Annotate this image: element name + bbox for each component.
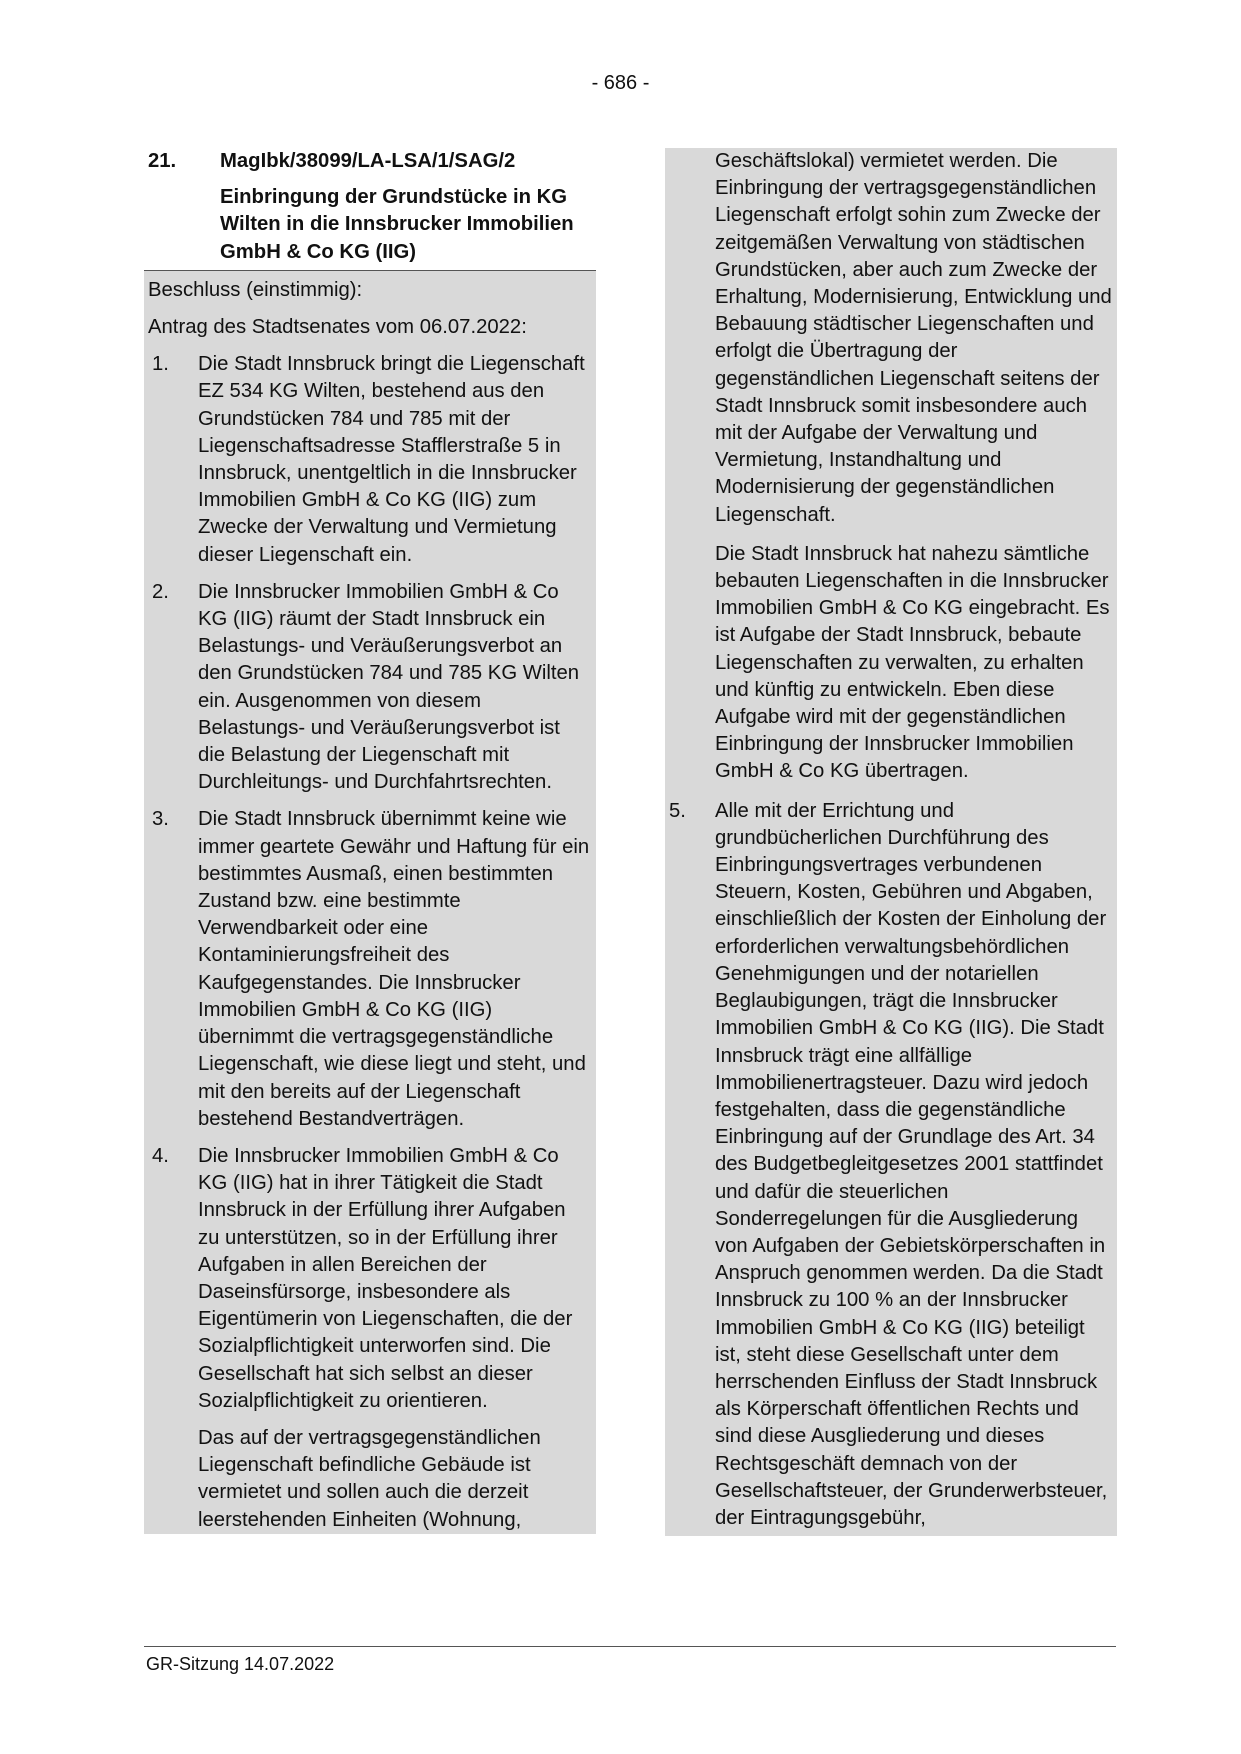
list-item (148, 1143, 592, 1415)
footer-text: GR-Sitzung 14.07.2022 (146, 1654, 335, 1674)
list-item (148, 579, 592, 797)
item-text: Die Innsbrucker Immobilien GmbH & Co KG (IIG) räumt der Stadt Innsbruck ein Belastungs- und Veräußerungsverbot an den Grundstücken 784 und 785 KG Wilten ein. Ausgenommen von diesem Belastungs- und Veräußerungsverbot ist die Belastung der Liegenschaft mit Durchleitungs- und Durchfahrtsrechten. (198, 580, 580, 794)
item-number: 1. (152, 353, 169, 376)
left-column (144, 148, 596, 1544)
item-text: Die Innsbrucker Immobilien GmbH & Co KG (IIG) hat in ihrer Tätigkeit die Stadt Innsbruck in der Erfüllung ihrer Aufgaben zu unterstützen, so in der Erfüllung ihrer Aufgaben in allen Bereichen der Daseinsfürsorge, insbesondere als Eigentümerin von Liegenschaften, die der Sozialpflichtigkeit unterworfen sind. Die Gesellschaft hat sich selbst an dieser Sozialpflichtigkeit zu orientieren. (198, 1144, 573, 1412)
right-column (665, 148, 1117, 1536)
footer-divider (144, 1646, 1116, 1647)
continuation-block (665, 148, 1117, 1536)
item-number: 3. (152, 808, 169, 831)
item-text: Die Stadt Innsbruck übernimmt keine wie immer geartete Gewähr und Haftung für ein bestimmtes Ausmaß, einen bestimmten Zustand bzw. eine bestimmte Verwendbarkeit oder eine Kontaminierungsfreiheit des Kaufgegenstandes. Die Innsbrucker Immobilien GmbH & Co KG (IIG) übernimmt die vertragsgegenständliche Liegenschaft, wie diese liegt und steht, und mit den bereits auf der Liegenschaft bestehend Bestandverträgen. (198, 808, 590, 1130)
resolution-label: Beschluss (einstimmig): (148, 278, 363, 301)
list-item (148, 351, 592, 569)
page-number: - 686 - (591, 72, 650, 94)
agenda-number: 21. (148, 150, 177, 172)
list-item (148, 806, 592, 1132)
paragraph: Die Stadt Innsbruck hat nahezu sämtliche bebauten Liegenschaften in die Innsbrucker Immobilien GmbH & Co KG eingebracht. Es ist Aufgabe der Stadt Innsbruck, bebaute Liegenschaften zu verwalten, zu erhalten und künftig zu entwickeln. Eben diese Aufgabe wird mit der gegenständlichen Einbringung der Innsbrucker Immobilien GmbH & Co KG übertragen. (715, 542, 1110, 783)
item-number: 5. (669, 799, 686, 822)
paragraph: Geschäftslokal) vermietet werden. Die Einbringung der vertragsgegenständlichen Liegenschaft erfolgt sohin zum Zwecke der zeitgemäßen Verwaltung von städtischen Grundstücken, aber auch zum Zwecke der Erhaltung, Modernisierung, Entwicklung und Bebauung städtischer Liegenschaften und erfolgt die Übertragung der gegenständlichen Liegenschaft seitens der Stadt Innsbruck somit insbesondere auch mit der Aufgabe der Verwaltung und Vermietung, Instandhaltung und Modernisierung der gegenständlichen Liegenschaft. (715, 150, 1112, 526)
item-text: Alle mit der Errichtung und grundbücherlichen Durchführung des Einbringungsvertrages verbundenen Steuern, Kosten, Gebühren und Abgaben, einschließlich der Kosten der Einholung der erforderlichen verwaltungsbehördlichen Genehmigungen und der notariellen Beglaubigungen, trägt die Innsbrucker Immobilien GmbH & Co KG (IIG). Die Stadt Innsbruck trägt eine allfällige Immobilienertragsteuer. Dazu wird jedoch festgehalten, dass die gegenständliche Einbringung auf der Grundlage des Art. 34 des Budgetbegleitgesetzes 2001 stattfindet und dafür die steuerlichen Sonderregelungen für die Ausgliederung von Aufgaben der Gebietskörperschaften in Anspruch genommen werden. Da die Stadt Innsbruck zu 100 % an der Innsbrucker Immobilien GmbH & Co KG (IIG) beteiligt ist, steht diese Gesellschaft unter dem herrschenden Einfluss der Stadt Innsbruck als Körperschaft öffentlichen Rechts und sind diese Ausgliederung und dieses Rechtsgeschäft demnach von der Gesellschaftsteuer, der Grunderwerbsteuer, der Eintragungsgebühr, (715, 799, 1108, 1529)
motion-label: Antrag des Stadtsenates vom 06.07.2022: (148, 316, 527, 339)
item-text: Die Stadt Innsbruck bringt die Liegenschaft EZ 534 KG Wilten, bestehend aus den Grundstücken 784 und 785 mit der Liegenschaftsadresse Stafflerstraße 5 in Innsbruck, unentgeltlich in die Innsbrucker Immobilien GmbH & Co KG (IIG) zum Zwecke der Verwaltung und Vermietung dieser Liegenschaft ein. (198, 353, 585, 566)
agenda-title: Einbringung der Grundstücke in KG Wilten in die Innsbrucker Immobilien GmbH & Co KG (IIG) (220, 186, 574, 263)
list-item (669, 798, 1113, 1532)
item-number: 4. (152, 1144, 169, 1167)
item-4-continuation: Das auf der vertragsgegenständlichen Liegenschaft befindliche Gebäude ist vermietet und sollen auch die derzeit leerstehenden Einheiten (Wohnung, (198, 1426, 541, 1531)
item-number: 2. (152, 580, 169, 603)
agenda-heading (144, 148, 596, 271)
resolution-block (144, 271, 596, 1534)
agenda-reference: MagIbk/38099/LA-LSA/1/SAG/2 (220, 150, 516, 172)
